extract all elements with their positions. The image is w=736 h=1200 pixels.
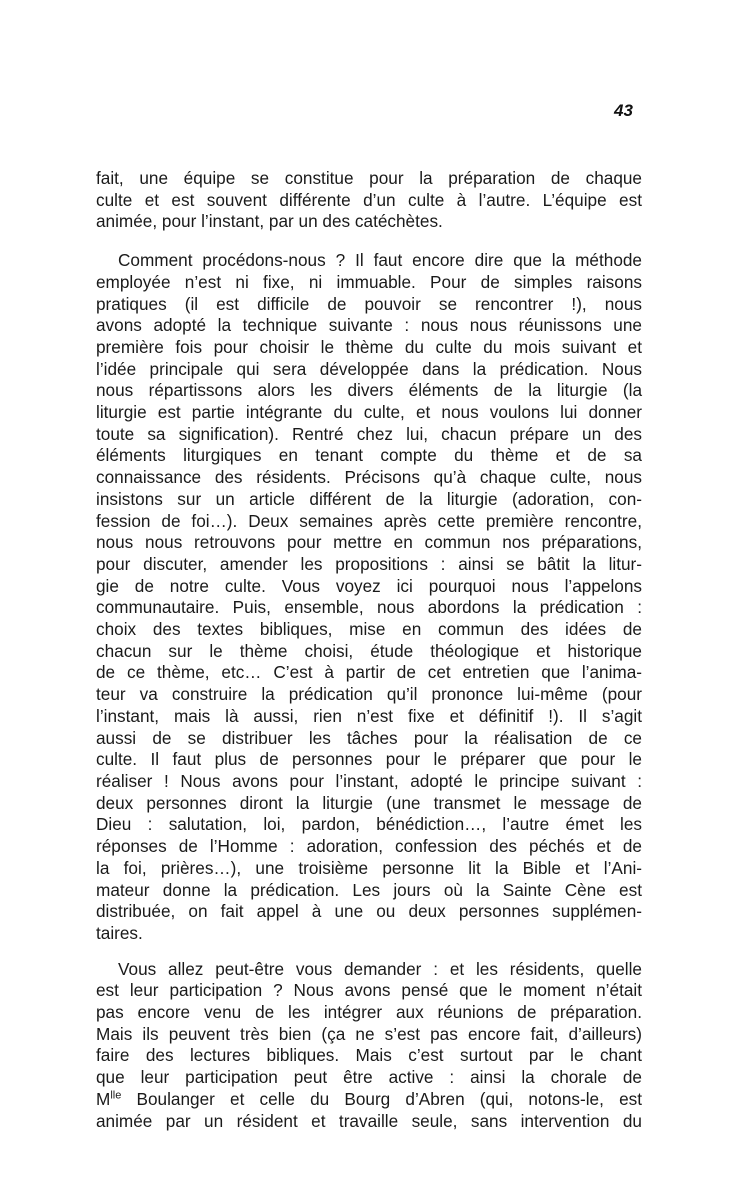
text-line: l’instant, mais là aussi, rien n’est fixe et définitif !). Il s’agit (96, 705, 642, 726)
text-line: la foi, prières…), une troisième personne lit la Bible et l’Ani- (96, 857, 642, 878)
text-line: deux personnes diront la liturgie (une transmet le message de (96, 792, 642, 813)
text-line: fait, une équipe se constitue pour la préparation de chaque (96, 168, 642, 188)
paragraph-3 (96, 959, 642, 1133)
text-line: Dieu : salutation, loi, pardon, bénédiction…, l’autre émet les (96, 814, 642, 835)
text-line: animée, pour l’instant, par un des catéchètes. (96, 211, 443, 232)
text-line: réponses de l’Homme : adoration, confession des péchés et de (96, 836, 642, 857)
honorific-superscript: lle (110, 1089, 122, 1102)
text-line: Comment procédons-nous ? Il faut encore dire que la méthode (118, 250, 642, 271)
text-line: première fois pour choisir le thème du culte du mois suivant et (96, 336, 642, 357)
text-line-with-honorific (96, 1089, 642, 1111)
text-line: toute sa signification). Rentré chez lui, chacun prépare un des (96, 423, 642, 444)
text-line: que leur participation peut être active : ainsi la chorale de (96, 1067, 642, 1088)
text-line: faire des lectures bibliques. Mais c’est surtout par le chant (96, 1045, 642, 1066)
text-line: de ce thème, etc… C’est à partir de cet entretien que l’anima- (96, 662, 642, 683)
text-line: liturgie est partie intégrante du culte, et nous voulons lui donner (96, 402, 642, 423)
text-line: choix des textes bibliques, mise en commun des idées de (96, 619, 642, 640)
paragraph-1 (96, 168, 642, 233)
text-line: culte. Il faut plus de personnes pour le préparer que pour le (96, 749, 642, 770)
text-line: est leur participation ? Nous avons pensé que le moment n’était (96, 980, 642, 1001)
text-line: distribuée, on fait appel à une ou deux personnes supplémen- (96, 901, 642, 922)
text-line: insistons sur un article différent de la liturgie (adoration, con- (96, 488, 642, 509)
text-line: nous nous retrouvons pour mettre en commun nos préparations, (96, 532, 642, 553)
text-line: pratiques (il est difficile de pouvoir se rencontrer !), nous (96, 293, 642, 314)
paragraph-2 (96, 250, 642, 945)
text-line: pour discuter, amender les propositions : ainsi se bâtit la litur- (96, 553, 642, 574)
text-line: connaissance des résidents. Précisons qu’à chaque culte, nous (96, 467, 642, 488)
text-line: nous répartissons alors les divers éléments de la liturgie (la (96, 380, 642, 401)
text-line: avons adopté la technique suivante : nous nous réunissons une (96, 315, 642, 336)
text-line: chacun sur le thème choisi, étude théologique et historique (96, 640, 642, 661)
text-line: gie de notre culte. Vous voyez ici pourquoi nous l’appelons (96, 575, 642, 596)
text-line: Mais ils peuvent très bien (ça ne s’est pas encore fait, d’ailleurs) (96, 1023, 642, 1044)
text-line: animée par un résident et travaille seule, sans intervention du (96, 1110, 642, 1131)
text-line: pas encore venu de les intégrer aux réunions de préparation. (96, 1002, 642, 1023)
text-line: fession de foi…). Deux semaines après cette première rencontre, (96, 510, 642, 531)
text-line: teur va construire la prédication qu’il prononce lui-même (pour (96, 684, 642, 705)
text-line: culte et est souvent différente d’un culte à l’autre. L’équipe est (96, 189, 642, 210)
body-text (96, 168, 642, 1132)
page-number: 43 (614, 101, 633, 120)
text-line: Vous allez peut-être vous demander : et les résidents, quelle (118, 958, 642, 979)
text-line: réaliser ! Nous avons pour l’instant, adopté le principe suivant : (96, 770, 642, 791)
text-line: éléments liturgiques en tenant compte du thème et de sa (96, 445, 642, 466)
text-line: communautaire. Puis, ensemble, nous abordons la prédication : (96, 597, 642, 618)
text-line: mateur donne la prédication. Les jours où la Sainte Cène est (96, 879, 642, 900)
text-line: aussi de se distribuer les tâches pour la réalisation de ce (96, 727, 642, 748)
honorific: M (96, 1088, 111, 1109)
text-line: employée n’est ni fixe, ni immuable. Pour de simples raisons (96, 271, 642, 292)
text-line: Boulanger et celle du Bourg d’Abren (qui, notons-le, est (136, 1088, 642, 1109)
text-line: taires. (96, 922, 143, 943)
text-line: l’idée principale qui sera développée dans la prédication. Nous (96, 358, 642, 379)
